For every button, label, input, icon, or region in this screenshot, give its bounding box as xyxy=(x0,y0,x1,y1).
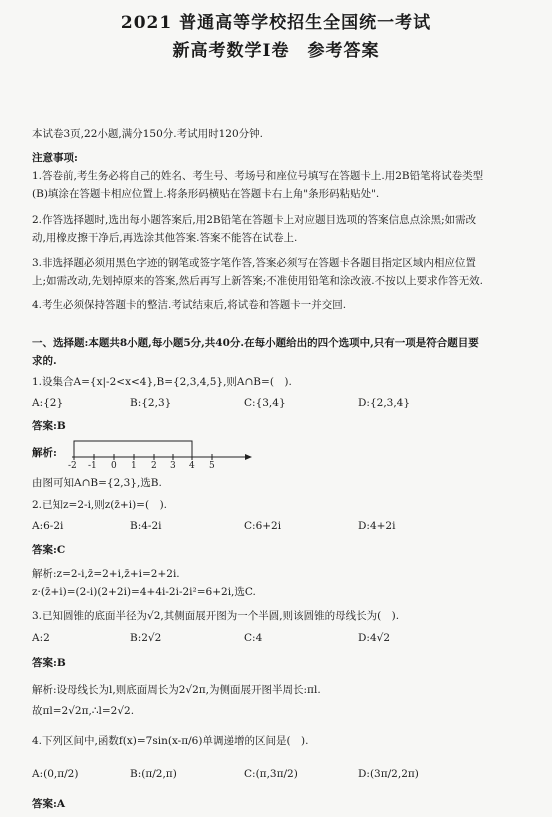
tick-label: 0 xyxy=(111,461,117,471)
notice-line: 4.考生必须保持答题卡的整洁.考试结束后,将试卷和答题卡一并交回. xyxy=(32,299,347,311)
q2-option-c: C:6+2i xyxy=(244,520,282,532)
q4-option-a: A:(0,π/2) xyxy=(32,768,79,780)
q2-answer: 答案:C xyxy=(32,544,66,556)
q3-answer: 答案:B xyxy=(32,657,66,669)
q3-option-a: A:2 xyxy=(32,632,50,644)
tick-label: 5 xyxy=(209,461,215,471)
notice-line: (B)填涂在答题卡相应位置上.将条形码横贴在答题卡右上角"条形码粘贴处". xyxy=(32,188,380,200)
tick-label: 2 xyxy=(151,461,157,471)
q2-analysis-line: z·(z̄+i)=(2-i)(2+2i)=4+4i-2i-2i²=6+2i,选C. xyxy=(32,586,256,598)
notice-line: 2.作答选择题时,选出每小题答案后,用2B铅笔在答题卡上对应题目选项的答案信息点涂黑;如需改 xyxy=(32,214,477,226)
tick-label: 4 xyxy=(189,461,195,471)
q2-analysis-line: 解析:z=2-i,z̄=2+i,z̄+i=2+2i. xyxy=(32,568,180,580)
q3-option-c: C:4 xyxy=(244,632,263,644)
q4-option-d: D:(3π/2,2π) xyxy=(358,768,419,780)
tick-label: 1 xyxy=(131,461,137,471)
exam-title: 2021 普通高等学校招生全国统一考试 xyxy=(120,13,432,33)
q3-analysis-line: 故πl=2√2π,∴l=2√2. xyxy=(32,705,135,717)
q4-stem: 4.下列区间中,函数f(x)=7sin(x-π/6)单调递增的区间是( ). xyxy=(32,735,309,747)
q2-option-a: A:6-2i xyxy=(32,520,64,532)
tick-label: -1 xyxy=(88,461,97,471)
notice-line: 动,用橡皮擦干净后,再选涂其他答案.答案不能答在试卷上. xyxy=(32,232,298,244)
q1-answer: 答案:B xyxy=(32,420,66,432)
tick-label: -2 xyxy=(68,461,77,471)
q2-option-d: D:4+2i xyxy=(358,520,396,532)
q1-option-d: D:{2,3,4} xyxy=(358,397,411,409)
q3-analysis-line: 解析:设母线长为l,则底面周长为2√2π,为侧面展开图半周长:πl. xyxy=(32,684,321,696)
q1-option-a: A:{2} xyxy=(32,397,64,409)
q3-option-d: D:4√2 xyxy=(358,632,391,644)
notice-line: 3.非选择题必须用黑色字迹的钢笔或签字笔作答,答案必须写在答题卡各题目指定区域内相应位置 xyxy=(32,257,476,269)
section-heading: 一、选择题:本题共8小题,每小题5分,共40分.在每小题给出的四个选项中,只有一项是符合题目要 xyxy=(32,337,479,349)
section-heading-cont: 求的. xyxy=(32,355,57,367)
q2-stem: 2.已知z=2-i,则z(z̄+i)=( ). xyxy=(32,499,168,511)
q4-option-c: C:(π,3π/2) xyxy=(244,768,298,780)
q4-answer: 答案:A xyxy=(32,798,66,810)
q2-option-b: B:4-2i xyxy=(130,520,162,532)
q1-analysis-label: 解析: xyxy=(32,447,57,459)
intro-text: 本试卷3页,22小题,满分150分.考试用时120分钟. xyxy=(32,128,263,140)
q3-stem: 3.已知圆锥的底面半径为√2,其侧面展开图为一个半圆,则该圆锥的母线长为( ). xyxy=(32,610,400,622)
notice-heading: 注意事项: xyxy=(32,152,78,164)
q1-stem: 1.设集合A={x|-2<x<4},B={2,3,4,5},则A∩B=( ). xyxy=(32,376,292,388)
q1-option-b: B:{2,3} xyxy=(130,397,172,409)
q4-option-b: B:(π/2,π) xyxy=(130,768,177,780)
q1-conclusion: 由图可知A∩B={2,3},选B. xyxy=(32,477,162,489)
exam-subtitle: 新高考数学Ⅰ卷 参考答案 xyxy=(172,41,380,61)
notice-line: 1.答卷前,考生务必将自己的姓名、考生号、考场号和座位号填写在答题卡上.用2B铅笔将试卷类型 xyxy=(32,170,484,182)
number-line-diagram xyxy=(68,438,252,471)
q3-option-b: B:2√2 xyxy=(130,632,162,644)
q1-option-c: C:{3,4} xyxy=(244,397,286,409)
notice-line: 上;如需改动,先划掉原来的答案,然后再写上新答案;不准使用铅笔和涂改液.不按以上要求作答无效. xyxy=(32,275,483,287)
tick-label: 3 xyxy=(170,461,176,471)
